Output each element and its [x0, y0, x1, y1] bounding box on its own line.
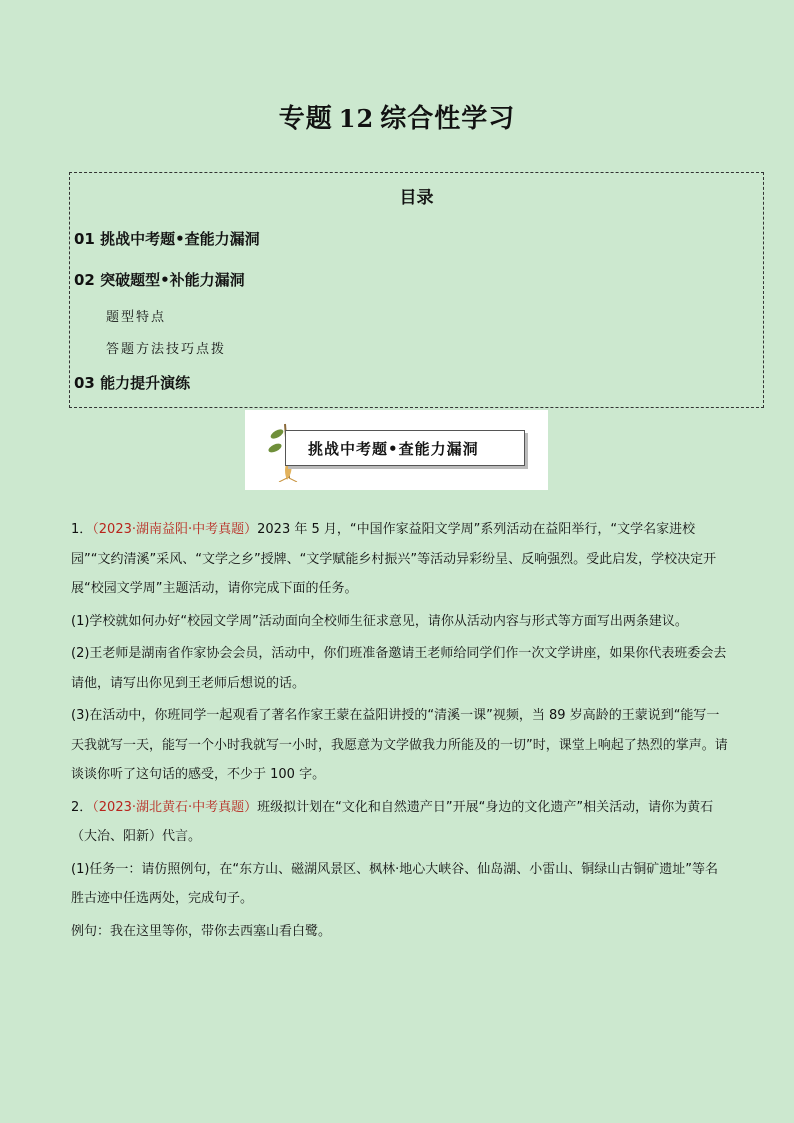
question-1-source: （2023·湖南益阳·中考真题）: [92, 522, 258, 537]
question-2-number: 2．: [71, 799, 93, 815]
title-number: 12: [338, 104, 375, 133]
banner-label-box: [285, 430, 525, 466]
question-2-source: （2023·湖北黄石·中考真题）: [92, 799, 258, 815]
question-1-number: 1．: [71, 522, 93, 537]
question-1-sub2: (2)王老师是湖南省作家协会会员，活动中，你们班准备邀请王老师给同学们作一次文学讲座，如果你代表班委会去请他，请写出你见到王老师后想说的话。: [71, 646, 727, 691]
question-2-text: 班级拟计划在“文化和自然遗产日”开展“身边的文化遗产”相关活动，请你为黄石（大冶、阳新）代言。: [71, 799, 714, 844]
toc-subitem-features[interactable]: 题型特点: [106, 310, 167, 325]
question-1-text: 2023 年 5 月，“中国作家益阳文学周”系列活动在益阳举行，“文学名家进校园”“文约清溪”采风、“文学之乡”授牌、“文学赋能乡村振兴”等活动异彩纷呈、反响强烈。受此启发，学校决定开展“校园文学周”主题活动，请你完成下面的任务。: [71, 522, 717, 596]
question-2-intro: [71, 793, 731, 852]
title-prefix: 专题: [278, 104, 333, 134]
toc-item-03[interactable]: 03 能力提升演练: [74, 374, 191, 392]
toc-item-02[interactable]: 02 突破题型•补能力漏洞: [74, 271, 245, 289]
page-title: [0, 98, 794, 135]
toc-heading: 目录: [399, 188, 434, 208]
question-1-sub3: (3)在活动中，你班同学一起观看了著名作家王蒙在益阳讲授的“清溪一课”视频，当 89 岁高龄的王蒙说到“能写一天我就写一天，能写一个小时我就写一小时，我愿意为文学做我力所能及的一切”时，课堂上响起了热烈的掌声。请谈谈你听了这句话的感受，不少于 100 字。: [71, 708, 728, 782]
title-suffix: 综合性学习: [380, 104, 516, 134]
question-1-intro: [71, 515, 731, 604]
question-2-sub1: (1)任务一：请仿照例句，在“东方山、磁湖风景区、枫林·地心大峡谷、仙岛湖、小雷山、铜绿山古铜矿遗址”等名胜古迹中任选两处，完成句子。: [71, 861, 719, 906]
question-1-sub1: (1)学校就如何办好“校园文学周”活动面向全校师生征求意见，请你从活动内容与形式等方面写出两条建议。: [71, 613, 688, 629]
question-content: [71, 515, 731, 946]
question-2-example: 例句：我在这里等你，带你去西塞山看白鹭。: [71, 923, 332, 939]
table-of-contents: [69, 172, 764, 408]
toc-item-01[interactable]: 01 挑战中考题•查能力漏洞: [74, 230, 260, 248]
banner-label: 挑战中考题•查能力漏洞: [308, 440, 479, 458]
toc-subitem-methods[interactable]: 答题方法技巧点拨: [106, 342, 227, 357]
section-banner: [245, 410, 548, 490]
